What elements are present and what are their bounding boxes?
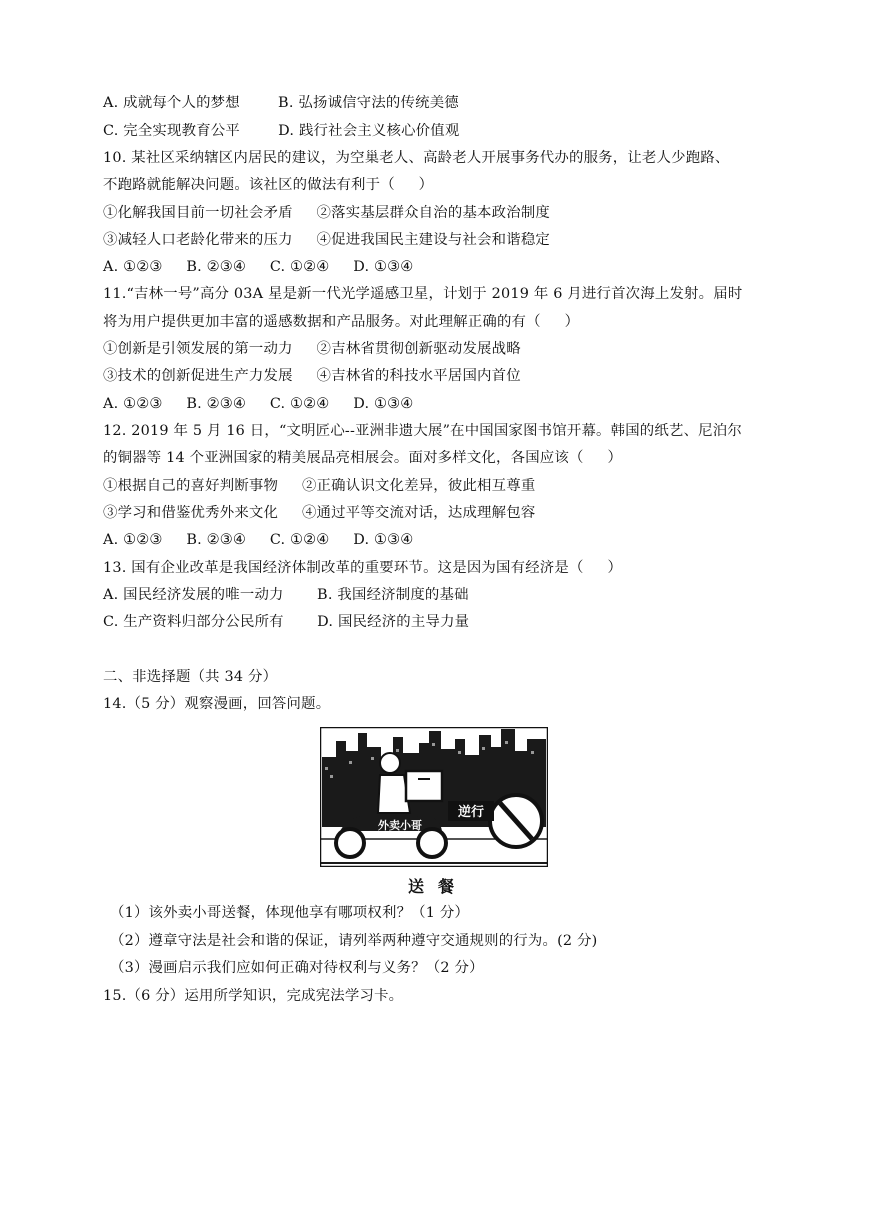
q10-statements-34: ③减轻人口老龄化带来的压力 ④促进我国民主建设与社会和谐稳定 bbox=[103, 232, 551, 248]
q10-stem-line2: 不跑路就能解决问题。该社区的做法有利于（ ） bbox=[103, 177, 434, 193]
q13-options-cd: C. 生产资料归部分公民所有 D. 国民经济的主导力量 bbox=[103, 614, 470, 630]
q14-stem: 14.（5 分）观察漫画，回答问题。 bbox=[103, 696, 331, 712]
delivery-cartoon-image bbox=[320, 727, 548, 867]
q13-stem: 13. 国有企业改革是我国经济体制改革的重要环节。这是因为国有经济是（ ） bbox=[103, 560, 623, 576]
q10-options: A. ①②③ B. ②③④ C. ①②④ D. ①③④ bbox=[103, 259, 414, 275]
q12-stem-line1: 12. 2019 年 5 月 16 日，“文明匠心--亚洲非遗大展”在中国国家图书馆开幕。韩国的纸艺、尼泊尔 bbox=[103, 423, 742, 439]
q11-options: A. ①②③ B. ②③④ C. ①②④ D. ①③④ bbox=[103, 396, 414, 412]
q11-statements-34: ③技术的创新促进生产力发展 ④吉林省的科技水平居国内首位 bbox=[103, 368, 521, 384]
q10-stem-line1: 10. 某社区采纳辖区内居民的建议，为空巢老人、高龄老人开展事务代办的服务，让老人少跑路、 bbox=[103, 150, 730, 166]
q11-stem-line2: 将为用户提供更加丰富的遥感数据和产品服务。对此理解正确的有（ ） bbox=[103, 314, 580, 330]
cartoon-caption: 送餐 bbox=[408, 877, 469, 896]
q14-sub-question-3: （3）漫画启示我们应如何正确对待权利与义务？（2 分） bbox=[110, 960, 484, 976]
q10-statements-12: ①化解我国目前一切社会矛盾 ②落实基层群众自治的基本政治制度 bbox=[103, 205, 551, 221]
q12-stem-line2: 的铜器等 14 个亚洲国家的精美展品亮相展会。面对多样文化，各国应该（ ） bbox=[103, 450, 623, 466]
q15-stem: 15.（6 分）运用所学知识，完成宪法学习卡。 bbox=[103, 988, 404, 1004]
q11-stem-line1: 11.“吉林一号”高分 03A 星是新一代光学遥感卫星，计划于 2019 年 6 月进行首次海上发射。届时 bbox=[103, 286, 743, 302]
q14-sub-question-1: （1）该外卖小哥送餐，体现他享有哪项权利？（1 分） bbox=[110, 905, 470, 921]
delivery-rider-label: 外卖小哥 bbox=[378, 819, 422, 832]
q13-options-ab: A. 国民经济发展的唯一动力 B. 我国经济制度的基础 bbox=[103, 587, 469, 603]
q9-options-cd: C. 完全实现教育公平 D. 践行社会主义核心价值观 bbox=[103, 123, 460, 139]
q11-statements-12: ①创新是引领发展的第一动力 ②吉林省贯彻创新驱动发展战略 bbox=[103, 341, 521, 357]
q12-statements-34: ③学习和借鉴优秀外来文化 ④通过平等交流对话，达成理解包容 bbox=[103, 505, 536, 521]
q12-statements-12: ①根据自己的喜好判断事物 ②正确认识文化差异，彼此相互尊重 bbox=[103, 478, 536, 494]
section-heading: 二、非选择题（共 34 分） bbox=[103, 669, 278, 685]
q9-options-ab: A. 成就每个人的梦想 B. 弘扬诚信守法的传统美德 bbox=[103, 95, 459, 111]
q14-sub-question-2: （2）遵章守法是社会和谐的保证，请列举两种遵守交通规则的行为。(2 分) bbox=[110, 933, 598, 949]
wrong-way-label: 逆行 bbox=[457, 805, 485, 820]
q12-options: A. ①②③ B. ②③④ C. ①②④ D. ①③④ bbox=[103, 532, 414, 548]
